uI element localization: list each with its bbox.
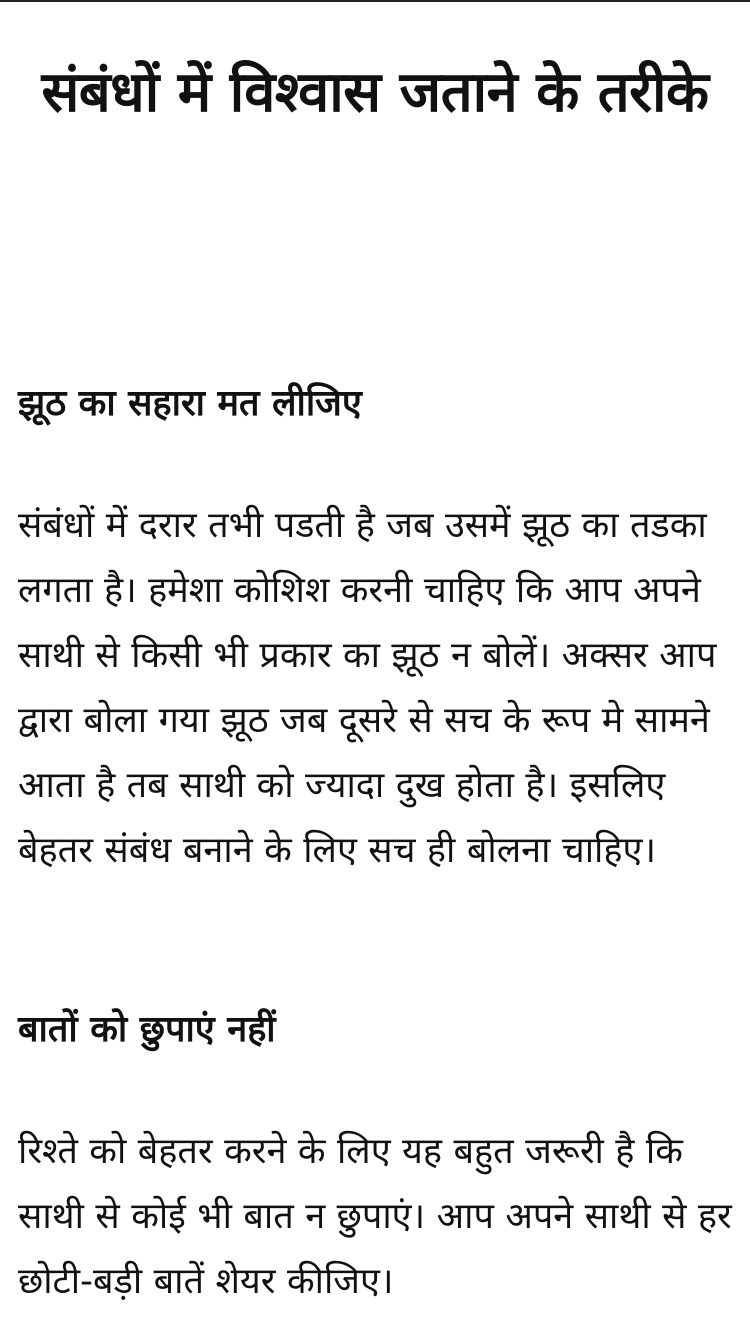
article-title: संबंधों में विश्वास जताने के तरीके: [41, 60, 709, 125]
section-heading-lies: झूठ का सहारा मत लीजिए: [18, 383, 362, 424]
section-heading-secrets: बातों को छुपाएं नहीं: [18, 1009, 276, 1050]
section-body-lies: संबंधों में दरार तभी पडती है जब उसमें झूठ का तडका लगता है। हमेशा कोशिश करनी चाहिए कि आप अपने साथी से किसी भी प्रकार का झूठ न बोलें। अक्सर आप द्वारा बोला गया झूठ जब दूसरे से सच के रूप मे सामने आता है तब साथी को ज्यादा दुख होता है। इसलिए बेहतर संबंध बनाने के लिए सच ही बोलना चाहिए।: [18, 505, 717, 871]
section-body-secrets: रिश्ते को बेहतर करने के लिए यह बहुत जरूरी है कि साथी से कोई भी बात न छुपाएं। आप अपने साथी से हर छोटी-बड़ी बातें शेयर कीजिए।: [18, 1131, 732, 1302]
